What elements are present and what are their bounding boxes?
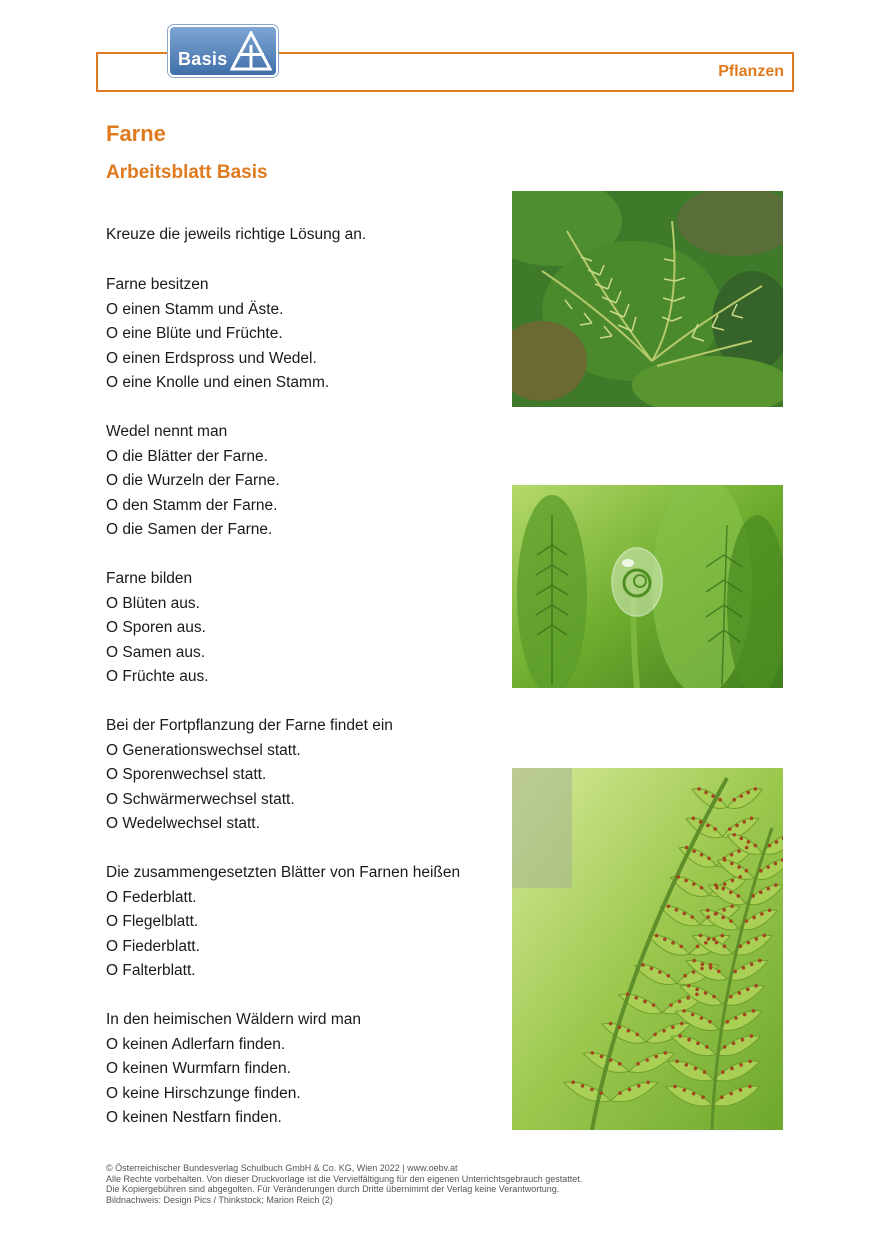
- answer-option[interactable]: O Sporen aus.: [106, 619, 206, 636]
- fern-fiddlehead-photo: [512, 485, 783, 688]
- answer-option[interactable]: O einen Erdspross und Wedel.: [106, 349, 317, 367]
- answer-option[interactable]: O einen Stamm und Äste.: [106, 300, 284, 318]
- answer-option[interactable]: O Flegelblatt.: [106, 913, 199, 930]
- question-text: Die zusammengesetzten Blätter von Farnen heißen: [106, 864, 461, 881]
- answer-option[interactable]: O keinen Wurmfarn finden.: [106, 1060, 291, 1077]
- footer-rights: Alle Rechte vorbehalten. Von dieser Druckvorlage ist die Vervielfältigung für den eigenen Unterrichtsgebrauch gestattet.: [106, 1173, 583, 1184]
- instruction-text: Kreuze die jeweils richtige Lösung an.: [106, 226, 367, 243]
- logo-text: Basis: [178, 49, 228, 69]
- answer-option[interactable]: O die Blätter der Farne.: [106, 447, 268, 465]
- answer-option[interactable]: O Früchte aus.: [106, 668, 209, 685]
- footer-copyright: © Österreichischer Bundesverlag Schulbuch GmbH & Co. KG, Wien 2022 | www.oebv.at: [106, 1163, 458, 1173]
- question-block: [106, 1008, 506, 1131]
- footer-credits: [106, 1163, 806, 1205]
- fern-moss-photo: [512, 191, 783, 407]
- page-subtitle: Arbeitsblatt Basis: [106, 162, 268, 183]
- answer-option[interactable]: O Federblatt.: [106, 888, 197, 906]
- question-text: Farne bilden: [106, 570, 193, 587]
- question-text: Bei der Fortpflanzung der Farne findet ein: [106, 717, 393, 734]
- footer-image-credits: Bildnachweis: Design Pics / Thinkstock; Marion Reich (2): [106, 1194, 333, 1205]
- answer-option[interactable]: O die Samen der Farne.: [106, 521, 273, 538]
- answer-option[interactable]: O Sporenwechsel statt.: [106, 766, 267, 783]
- page-title: Farne: [106, 121, 166, 146]
- footer-fees: Die Kopiergebühren sind abgegolten. Für Veränderungen durch Dritte übernimmt der Verlag keine Verantwortung.: [106, 1184, 560, 1194]
- answer-option[interactable]: O Fiederblatt.: [106, 937, 200, 955]
- question-text: Wedel nennt man: [106, 423, 228, 440]
- answer-option[interactable]: O keinen Nestfarn finden.: [106, 1109, 282, 1126]
- answer-option[interactable]: O keinen Adlerfarn finden.: [106, 1035, 286, 1053]
- question-text: In den heimischen Wäldern wird man: [106, 1011, 362, 1028]
- section-label: Pflanzen: [718, 63, 784, 80]
- answer-option[interactable]: O keine Hirschzunge finden.: [106, 1084, 301, 1102]
- question-text: Farne besitzen: [106, 276, 209, 293]
- answer-option[interactable]: O Falterblatt.: [106, 962, 196, 979]
- answer-option[interactable]: O den Stamm der Farne.: [106, 496, 278, 514]
- answer-option[interactable]: O Blüten aus.: [106, 594, 200, 612]
- question-block: [106, 567, 506, 690]
- question-block: [106, 273, 506, 396]
- quiz-list: [106, 273, 506, 1155]
- answer-option[interactable]: O Schwärmerwechsel statt.: [106, 790, 295, 808]
- answer-option[interactable]: O eine Knolle und einen Stamm.: [106, 374, 330, 391]
- question-block: [106, 420, 506, 543]
- question-block: [106, 714, 506, 837]
- answer-option[interactable]: O Wedelwechsel statt.: [106, 815, 260, 832]
- fern-sori-photo: [512, 768, 783, 1130]
- answer-option[interactable]: O eine Blüte und Früchte.: [106, 325, 283, 342]
- basis-logo: [168, 25, 278, 77]
- question-block: [106, 861, 506, 984]
- answer-option[interactable]: O Generationswechsel statt.: [106, 741, 301, 759]
- answer-option[interactable]: O die Wurzeln der Farne.: [106, 472, 280, 489]
- answer-option[interactable]: O Samen aus.: [106, 643, 206, 661]
- triangle-logo-icon: [230, 31, 272, 73]
